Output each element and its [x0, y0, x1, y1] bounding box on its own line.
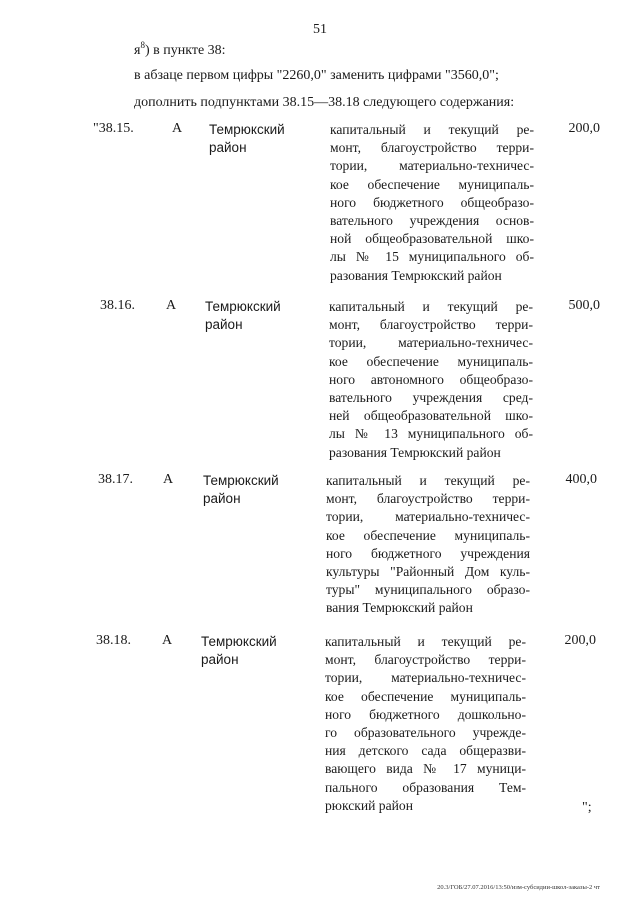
entry-amount: 400,0: [565, 472, 597, 487]
closing-quote: ";: [582, 800, 592, 815]
description-line: монт, благоустройство терри-: [325, 652, 526, 668]
intro-line-1-letter: я: [134, 43, 141, 58]
entry-district: [203, 472, 279, 508]
description-line: вающего вида № 17 муници-: [325, 761, 526, 777]
footnote-marker: 8: [140, 40, 145, 50]
description-line: капитальный и текущий ре-: [326, 473, 530, 488]
entry-district: [201, 633, 277, 669]
description-line: вательного учреждения основ-: [330, 213, 534, 229]
entry-description: [326, 472, 530, 618]
description-line: разования Темрюкский район: [330, 267, 502, 283]
district-line: район: [201, 652, 239, 667]
description-line: монт, благоустройство терри-: [329, 317, 533, 333]
description-line: ного бюджетного общеобразо-: [330, 194, 534, 210]
footer-code: 20.3/ГОБ/27.07.2016/13:50/изм-субсидии-школ-заказы-2 чт: [437, 884, 600, 891]
description-line: кое обеспечение муниципаль-: [329, 353, 533, 369]
entry-category: А: [162, 633, 173, 648]
district-line: район: [205, 317, 243, 332]
description-line: капитальный и текущий ре-: [329, 299, 533, 314]
description-line: кое обеспечение муниципаль-: [330, 176, 534, 192]
description-line: ней общеобразовательной шко-: [329, 408, 533, 424]
entry-number: 38.18.: [96, 633, 131, 648]
district-line: район: [209, 140, 247, 155]
description-line: ния детского сада общеразви-: [325, 743, 526, 759]
entry-number: 38.16.: [100, 298, 135, 313]
entry-category: А: [166, 298, 177, 313]
entry-amount: 500,0: [568, 298, 600, 313]
description-line: тории, материально-техничес-: [330, 158, 534, 174]
description-line: ной общеобразовательной шко-: [330, 231, 534, 247]
district-line: Темрюкский: [209, 122, 285, 137]
description-line: монт, благоустройство терри-: [326, 491, 530, 507]
intro-line-3: дополнить подпунктами 38.15—38.18 следующего содержания:: [134, 95, 515, 110]
entry-number: 38.17.: [98, 472, 133, 487]
description-line: тории, материально-техничес-: [329, 335, 533, 351]
entry-description: [330, 121, 534, 285]
intro-line-1: [134, 40, 226, 59]
entry-description: [325, 633, 526, 815]
intro-line-1-text: ) в пункте 38:: [144, 43, 226, 58]
description-line: культуры "Районный Дом куль-: [326, 564, 530, 580]
entry-district: [205, 298, 281, 334]
district-line: район: [203, 491, 241, 506]
entry-amount: 200,0: [568, 121, 600, 136]
district-line: Темрюкский: [201, 634, 277, 649]
description-line: тории, материально-техничес-: [326, 509, 530, 525]
description-line: капитальный и текущий ре-: [325, 634, 526, 649]
district-line: Темрюкский: [205, 299, 281, 314]
entry-description: [329, 298, 533, 462]
description-line: лы № 15 муниципального об-: [330, 249, 534, 265]
description-line: рюкский район: [325, 797, 413, 813]
description-line: лы № 13 муниципального об-: [329, 426, 533, 442]
description-line: го образовательного учрежде-: [325, 725, 526, 741]
description-line: ного бюджетного дошкольно-: [325, 706, 526, 722]
entry-district: [209, 121, 285, 157]
description-line: туры" муниципального образо-: [326, 582, 530, 598]
entry-amount: 200,0: [564, 633, 596, 648]
entry-category: А: [163, 472, 174, 487]
description-line: вательного учреждения сред-: [329, 390, 533, 406]
description-line: ного автономного общеобразо-: [329, 371, 533, 387]
description-line: ного бюджетного учреждения: [326, 545, 530, 561]
description-line: пального образования Тем-: [325, 779, 526, 795]
district-line: Темрюкский: [203, 473, 279, 488]
description-line: разования Темрюкский район: [329, 444, 501, 460]
description-line: вания Темрюкский район: [326, 600, 473, 616]
description-line: кое обеспечение муниципаль-: [325, 688, 526, 704]
description-line: кое обеспечение муниципаль-: [326, 527, 530, 543]
description-line: монт, благоустройство терри-: [330, 140, 534, 156]
description-line: капитальный и текущий ре-: [330, 122, 534, 137]
entry-number: "38.15.: [93, 121, 134, 136]
page-number: 51: [313, 22, 327, 37]
entry-category: А: [172, 121, 183, 136]
intro-line-2: в абзаце первом цифры "2260,0" заменить цифрами "3560,0";: [134, 68, 499, 83]
description-line: тории, материально-техничес-: [325, 670, 526, 686]
